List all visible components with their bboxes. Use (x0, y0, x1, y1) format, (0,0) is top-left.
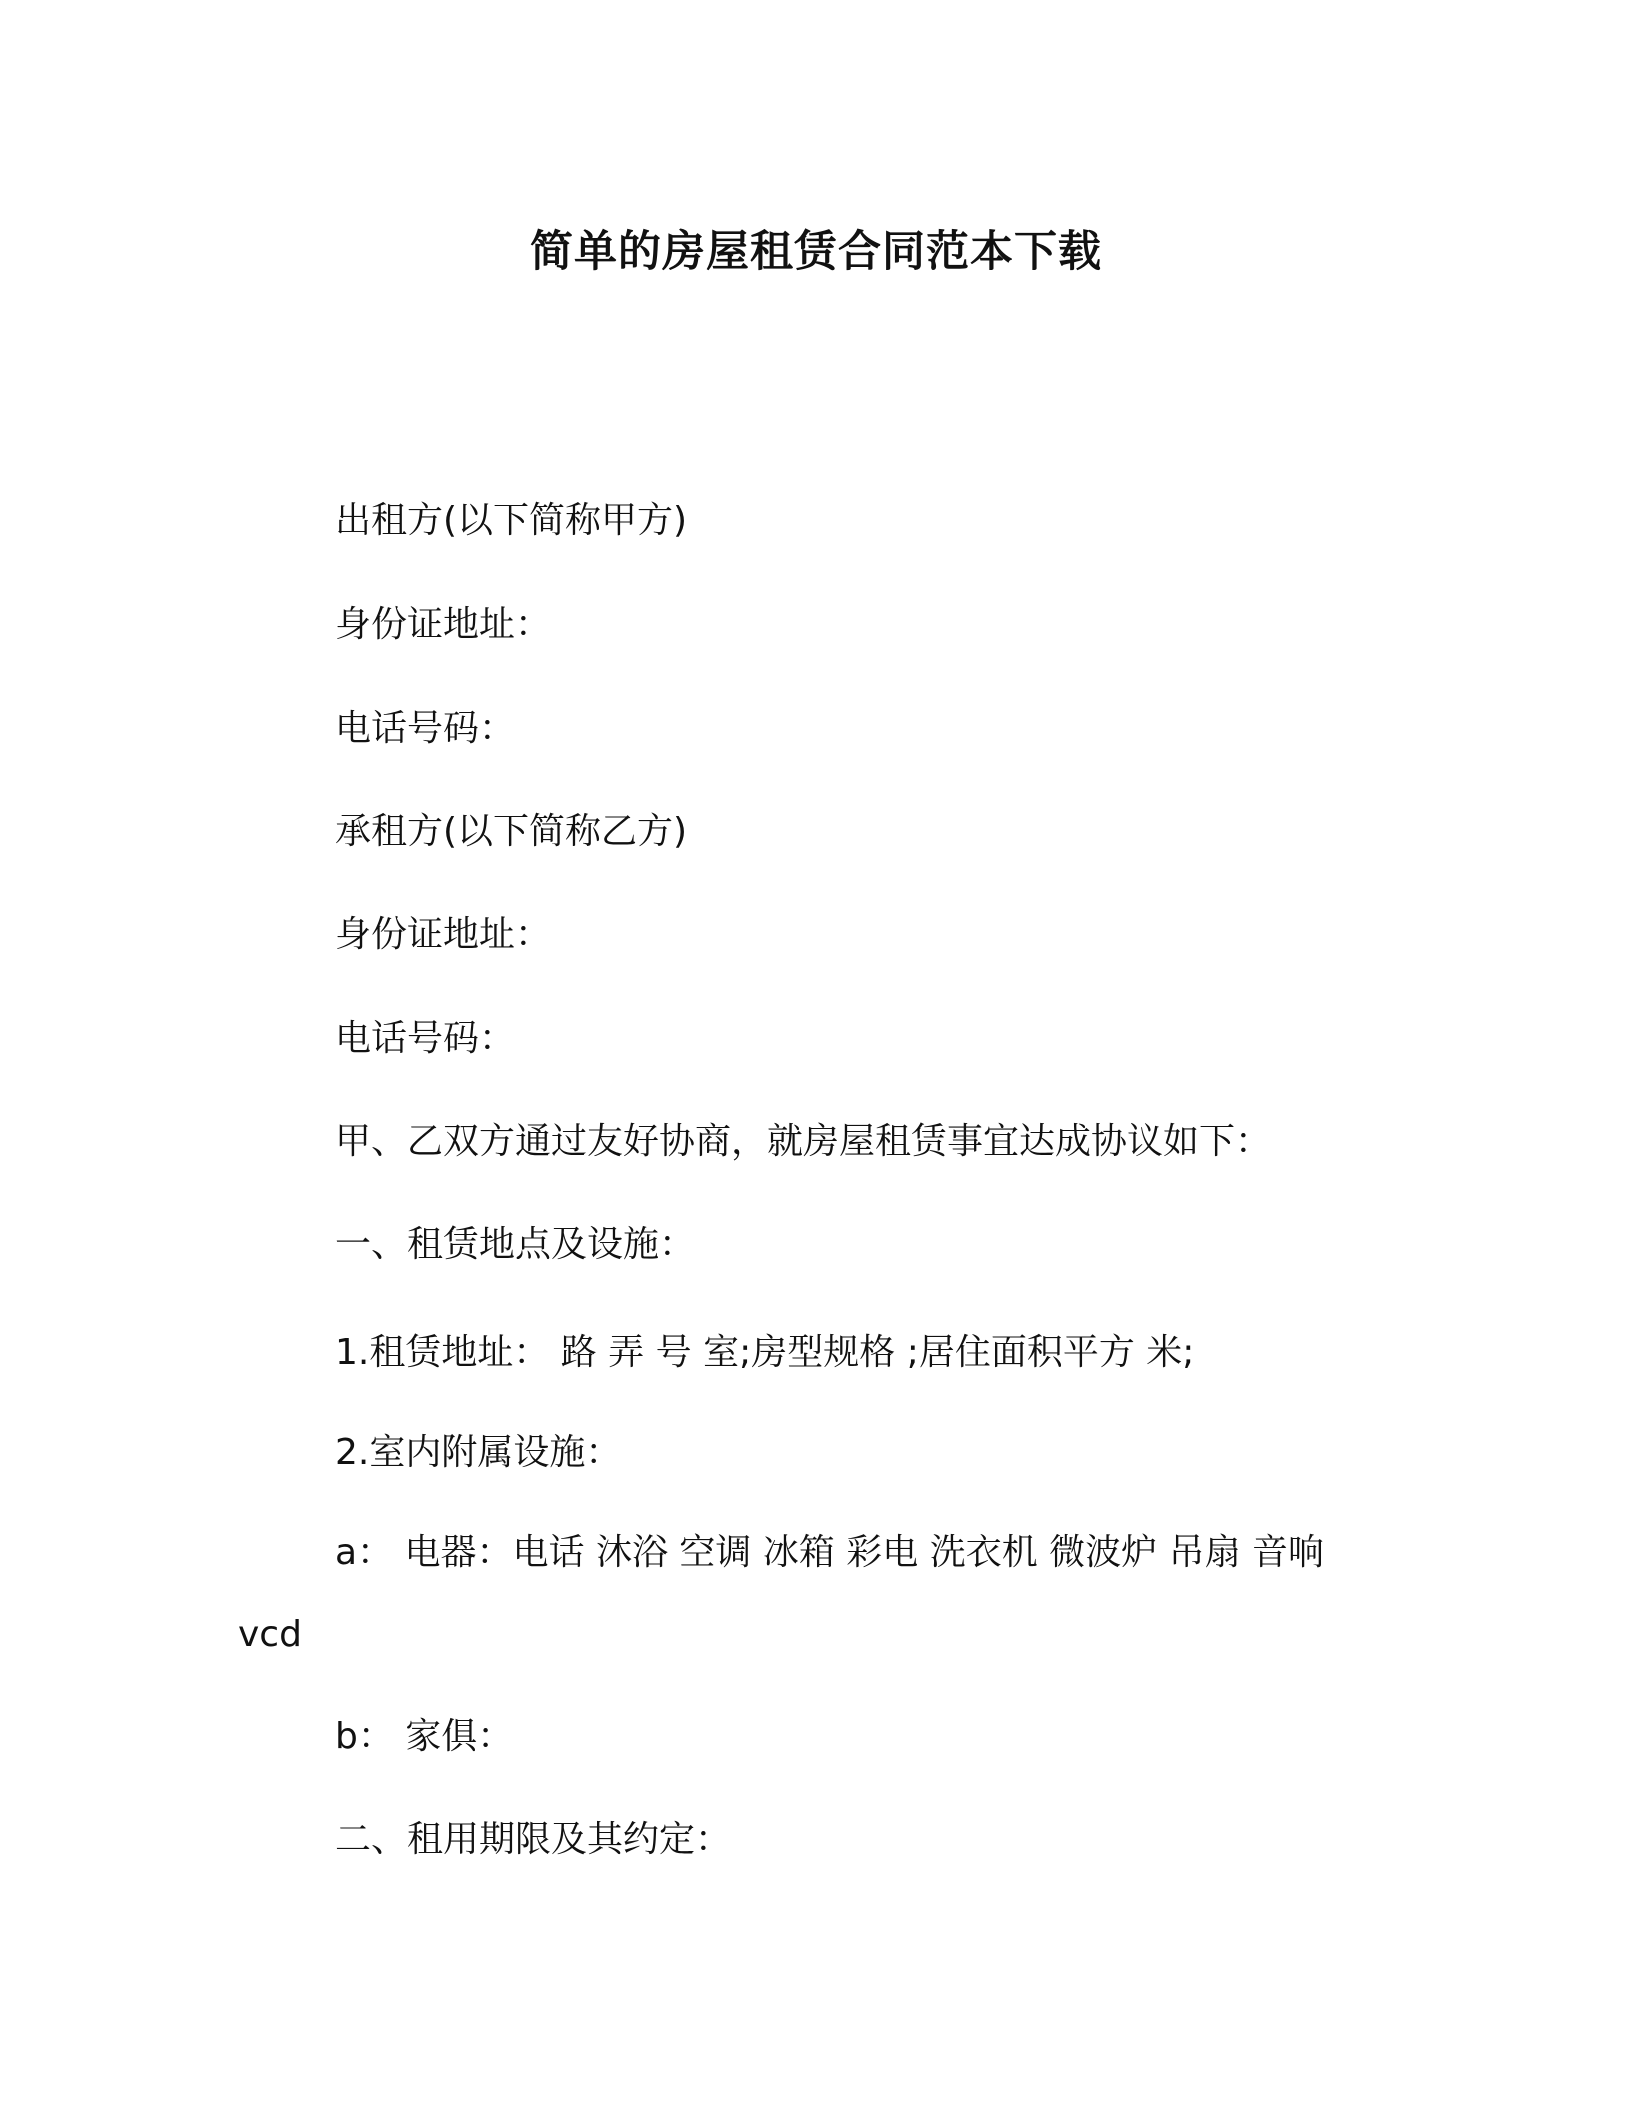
lessee-id-address: 身份证地址： (335, 914, 552, 955)
item-a-appliances-continued: vcd (238, 1614, 302, 1655)
section-1-heading: 一、租赁地点及设施： (335, 1224, 696, 1265)
lessee-phone: 电话号码： (335, 1018, 516, 1059)
lessor-heading: 出租方(以下简称甲方) (335, 500, 688, 541)
lessor-phone: 电话号码： (335, 708, 516, 749)
clause-2-facilities: 2.室内附属设施： (335, 1432, 622, 1473)
clause-1-rental-address: 1.租赁地址： 路 弄 号 室;房型规格 ;居住面积平方 米; (335, 1332, 1195, 1373)
section-2-heading: 二、租用期限及其约定： (335, 1819, 732, 1860)
document-title: 简单的房屋租赁合同范本下载 (530, 227, 1102, 277)
item-b-furniture: b： 家俱： (335, 1716, 514, 1757)
lessee-heading: 承租方(以下简称乙方) (335, 811, 688, 852)
agreement-intro: 甲、乙双方通过友好协商，就房屋租赁事宜达成协议如下： (335, 1121, 1272, 1162)
lessor-id-address: 身份证地址： (335, 604, 552, 645)
item-a-appliances: a： 电器：电话 沐浴 空调 冰箱 彩电 洗衣机 微波炉 吊扇 音响 (335, 1532, 1325, 1573)
